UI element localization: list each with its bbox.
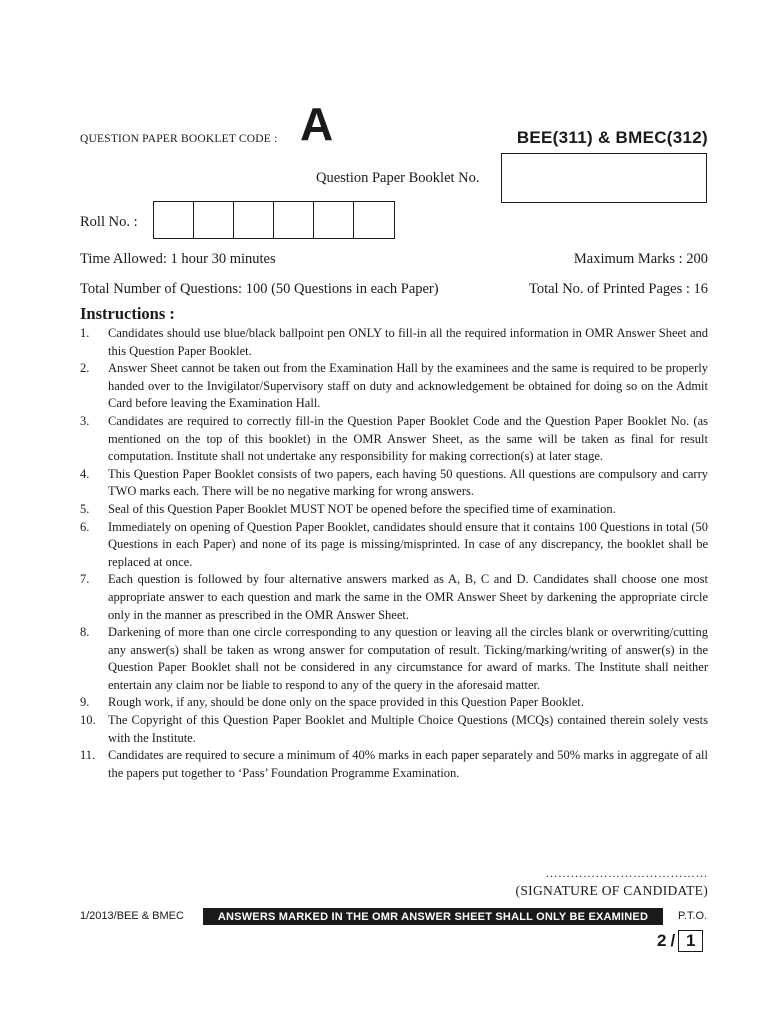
instruction-text: Candidates are required to secure a minimum of 40% marks in each paper separately and 50% marks in aggregate of all the papers put together to ‘Pass’ Foundation Programme Examination. bbox=[108, 748, 708, 780]
instruction-item bbox=[80, 519, 708, 572]
roll-no-boxes bbox=[153, 201, 395, 239]
time-allowed: Time Allowed: 1 hour 30 minutes bbox=[80, 251, 276, 267]
instruction-number: 11. bbox=[80, 748, 96, 763]
footer-code: 1/2013/BEE & BMEC bbox=[80, 910, 184, 922]
instruction-text: The Copyright of this Question Paper Booklet and Multiple Choice Questions (MCQs) contained therein solely vests with the Institute. bbox=[108, 713, 708, 745]
instruction-item bbox=[80, 501, 708, 519]
instruction-text: Each question is followed by four alternative answers marked as A, B, C and D. Candidates shall choose one most appropriate answer to each question and mark the same in the OMR Answer Sheet by darkening the appropriate circle only in the manner as prescribed in the OMR Answer Sheet. bbox=[108, 572, 708, 622]
page-number bbox=[657, 930, 703, 952]
instruction-number: 3. bbox=[80, 413, 90, 428]
instruction-item bbox=[80, 624, 708, 694]
instruction-text: Candidates should use blue/black ballpoint pen ONLY to fill-in all the required information in OMR Answer Sheet and this Question Paper Booklet. bbox=[108, 326, 708, 358]
instruction-number: 6. bbox=[80, 519, 90, 534]
instruction-text: Darkening of more than one circle corresponding to any question or leaving all the circles blank or overwriting/cutting any answer(s) shall be taken as wrong answer for computation of result. Ticking/marking/writing of answer(s) in the Question Paper Booklet shall not be considered in any circumstance for award of marks. The Institute shall neither entertain any claim nor be liable to respond to any of the query in the aforesaid matter. bbox=[108, 625, 708, 692]
booklet-no-field[interactable] bbox=[501, 153, 707, 203]
page-number-left: 2 bbox=[657, 931, 667, 950]
instruction-item bbox=[80, 712, 708, 747]
instructions-list bbox=[80, 325, 708, 782]
instruction-item bbox=[80, 360, 708, 413]
instruction-number: 1. bbox=[80, 326, 90, 340]
instruction-item bbox=[80, 694, 708, 712]
page-number-right: 1 bbox=[678, 930, 703, 952]
instruction-text: Rough work, if any, should be done only on the space provided in this Question Paper Booklet. bbox=[108, 695, 584, 710]
instruction-number: 8. bbox=[80, 625, 90, 640]
roll-no-digit-box[interactable] bbox=[154, 202, 194, 238]
max-marks: Maximum Marks : 200 bbox=[573, 251, 708, 267]
instruction-text: Seal of this Question Paper Booklet MUST NOT be opened before the specified time of examination. bbox=[108, 501, 616, 516]
booklet-code-label: QUESTION PAPER BOOKLET CODE : bbox=[80, 133, 278, 145]
total-questions: Total Number of Questions: 100 (50 Questions in each Paper) bbox=[80, 281, 439, 297]
instruction-text: Immediately on opening of Question Paper Booklet, candidates should ensure that it contains 100 Questions in total (50 Questions in each Paper) and none of its page is missing/misprinted. In case of any discrepancy, the booklet shall be replaced at once. bbox=[108, 519, 708, 569]
roll-no-digit-box[interactable] bbox=[314, 202, 354, 238]
instruction-number: 9. bbox=[80, 695, 90, 710]
footer-banner: ANSWERS MARKED IN THE OMR ANSWER SHEET SHALL ONLY BE EXAMINED bbox=[203, 908, 663, 925]
footer-pto: P.T.O. bbox=[678, 910, 708, 922]
instruction-item bbox=[80, 466, 708, 501]
booklet-code: A bbox=[300, 98, 334, 150]
instruction-text: Answer Sheet cannot be taken out from the Examination Hall by the examinees and the same is required to be properly handed over to the Invigilator/Supervisory staff on duty and acknowledgement be obtained for doing so on the Admit Card before leaving the Examination Hall. bbox=[108, 361, 708, 411]
instruction-item bbox=[80, 747, 708, 782]
exam-info-row-1 bbox=[80, 251, 708, 268]
roll-no-digit-box[interactable] bbox=[234, 202, 274, 238]
booklet-no-label: Question Paper Booklet No. bbox=[316, 170, 480, 186]
instruction-text: Candidates are required to correctly fill-in the Question Paper Booklet Code and the Question Paper Booklet No. (as mentioned on the top of this booklet) in the OMR Answer Sheet, as the same will be taken as final for result computation. Institute shall not undertake any responsibility for making correction(s) at later stage. bbox=[108, 413, 708, 464]
instruction-number: 10. bbox=[80, 713, 96, 728]
instruction-item bbox=[80, 413, 708, 466]
instruction-number: 4. bbox=[80, 466, 90, 481]
roll-no-label: Roll No. : bbox=[80, 214, 138, 230]
page-number-slash: / bbox=[670, 931, 676, 950]
instruction-item bbox=[80, 325, 708, 360]
instruction-text: This Question Paper Booklet consists of two papers, each having 50 questions. All questions are compulsory and carry TWO marks each. There will be no negative marking for wrong answers. bbox=[108, 466, 708, 499]
instruction-number: 2. bbox=[80, 361, 90, 376]
instruction-number: 7. bbox=[80, 572, 90, 587]
paper-codes: BEE(311) & BMEC(312) bbox=[516, 128, 708, 147]
signature-label: (SIGNATURE OF CANDIDATE) bbox=[515, 883, 708, 898]
instruction-number: 5. bbox=[80, 501, 90, 516]
roll-no-digit-box[interactable] bbox=[194, 202, 234, 238]
signature-line: ………………………………… bbox=[545, 866, 708, 880]
roll-no-digit-box[interactable] bbox=[354, 202, 394, 238]
instruction-item bbox=[80, 571, 708, 624]
exam-info-row-2 bbox=[80, 281, 708, 298]
roll-no-digit-box[interactable] bbox=[274, 202, 314, 238]
printed-pages: Total No. of Printed Pages : 16 bbox=[528, 281, 708, 297]
instructions-title: Instructions : bbox=[80, 304, 175, 323]
